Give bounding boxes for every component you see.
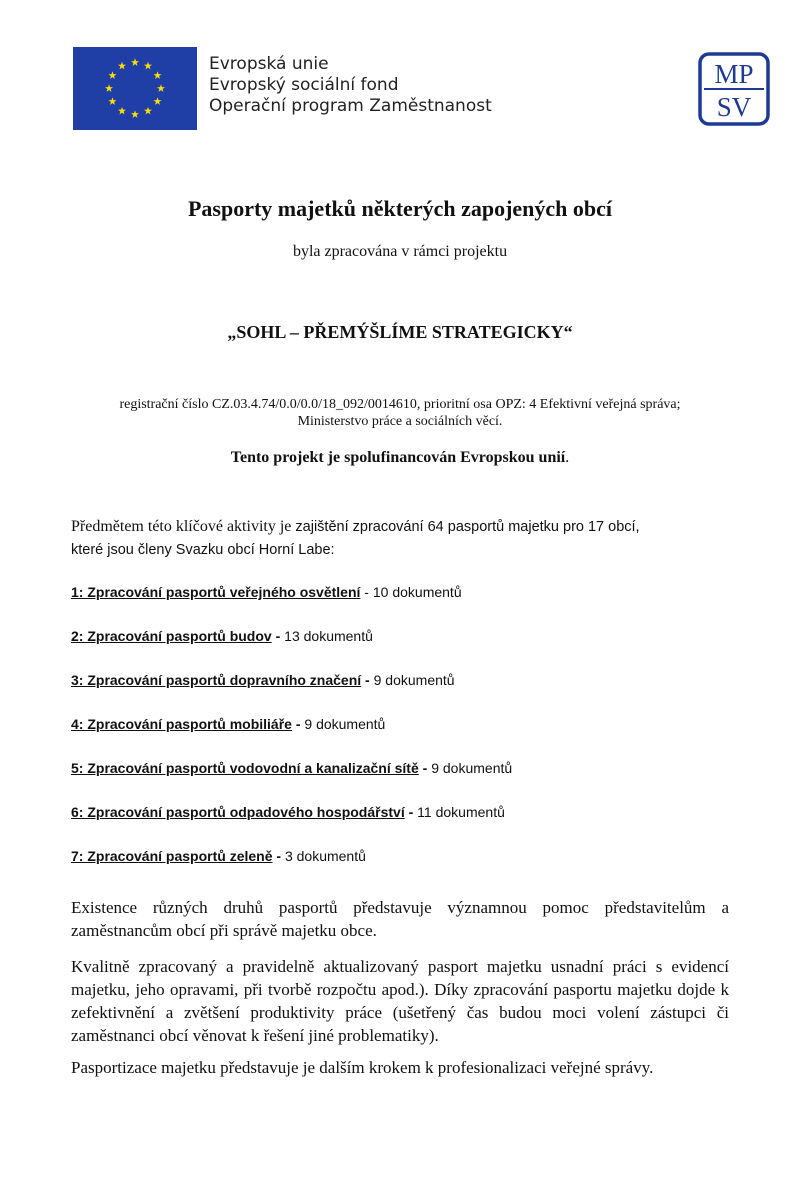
paragraph-1: Existence různých druhů pasportů představuje významnou pomoc představitelům a zaměstnancům obcí při správě majetku obce.: [71, 898, 729, 940]
eu-star: [144, 107, 152, 115]
activity-title: 4: Zpracování pasportů mobiliáře: [71, 716, 292, 732]
eu-star: [144, 62, 152, 70]
logo-bottom-text: SV: [716, 92, 752, 122]
activity-count: 9 dokumentů: [431, 760, 513, 776]
document-title: Pasporty majetků některých zapojených obcí: [187, 196, 613, 221]
registration-line-1: registrační číslo CZ.03.4.74/0.0/0.0/18_092/0014610, prioritní osa OPZ: 4 Efektivní veřejná správa;: [119, 397, 681, 412]
eu-flag-logo: [73, 47, 197, 130]
activity-count: 9 dokumentů: [373, 672, 455, 688]
eu-star: [131, 110, 139, 118]
activity-count: 11 dokumentů: [417, 804, 505, 820]
intro-sans-part-2: které jsou členy Svazku obcí Horní Labe:: [71, 542, 335, 558]
cofinancing-end: .: [565, 449, 570, 466]
registration-line-2: Ministerstvo práce a sociálních věcí.: [297, 414, 503, 429]
intro-sans-part-1: zajištění zpracování 64 pasportů majetku pro 17 obcí,: [291, 519, 640, 535]
eu-line-1: Evropská unie: [209, 54, 329, 74]
activity-count: 10 dokumentů: [372, 584, 462, 600]
eu-star: [157, 84, 165, 92]
list-item: [71, 584, 462, 600]
eu-star: [154, 97, 162, 105]
paragraph-3: Pasportizace majetku představuje je dalším krokem k profesionalizaci veřejné správy.: [71, 1058, 654, 1077]
activity-count: 3 dokumentů: [284, 848, 366, 864]
cofinancing-note: [0, 449, 800, 467]
activity-title: 1: Zpracování pasportů veřejného osvětlení: [71, 584, 361, 600]
document-subtitle: byla zpracována v rámci projektu: [292, 243, 508, 260]
activity-title: 3: Zpracování pasportů dopravního značení: [71, 672, 362, 688]
activity-count: 9 dokumentů: [304, 716, 386, 732]
eu-star: [118, 107, 126, 115]
intro-paragraph: [71, 515, 729, 562]
list-item: [71, 716, 385, 732]
eu-star: [131, 58, 139, 66]
activity-sep: -: [291, 716, 305, 732]
eu-programme-text: [209, 54, 492, 117]
registration-info: [60, 396, 740, 430]
cofinancing-text: Tento projekt je spolufinancován Evropskou unií: [230, 449, 566, 466]
eu-line-2: Evropský sociální fond: [209, 75, 399, 95]
eu-star: [154, 71, 162, 79]
activity-title: 7: Zpracování pasportů zeleně: [71, 848, 273, 864]
activity-sep: -: [418, 760, 432, 776]
eu-line-3: Operační program Zaměstnanost: [209, 96, 492, 116]
paragraph-2: Kvalitně zpracovaný a pravidelně aktualizovaný pasport majetku usnadní práci s evidencí majetku, jeho opravami, při tvorbě rozpočtu apod.). Díky zpracování pasportu majetku dojde k zefektivnění a zvětšení produktivity práce (ušetřený čas budou moci volení zástupci či zaměstnanci obcí věnovat k řešení jiné problematiky).: [71, 957, 729, 1045]
activity-sep: -: [272, 848, 285, 864]
list-item: [71, 804, 505, 820]
logo-top-text: MP: [714, 59, 754, 89]
eu-star: [105, 84, 113, 92]
eu-stars-icon: [73, 47, 197, 130]
intro-serif-part: Předmětem této klíčové aktivity je: [71, 518, 292, 535]
activity-title: 5: Zpracování pasportů vodovodní a kanalizační sítě: [71, 760, 419, 776]
activity-sep: -: [361, 672, 374, 688]
list-item: [71, 760, 512, 776]
list-item: [71, 628, 373, 644]
list-item: [71, 672, 455, 688]
eu-star: [108, 97, 116, 105]
activity-sep: -: [271, 628, 285, 644]
mpsv-logo: [698, 52, 770, 126]
activity-sep: -: [404, 804, 418, 820]
activity-sep: -: [360, 584, 373, 600]
eu-star: [108, 71, 116, 79]
activity-title: 2: Zpracování pasportů budov: [71, 628, 272, 644]
list-item: [71, 848, 366, 864]
activity-count: 13 dokumentů: [284, 628, 373, 644]
eu-star: [118, 62, 126, 70]
activity-title: 6: Zpracování pasportů odpadového hospodářství: [71, 804, 405, 820]
project-name: „SOHL – PŘEMÝŠLÍME STRATEGICKY“: [227, 322, 573, 342]
